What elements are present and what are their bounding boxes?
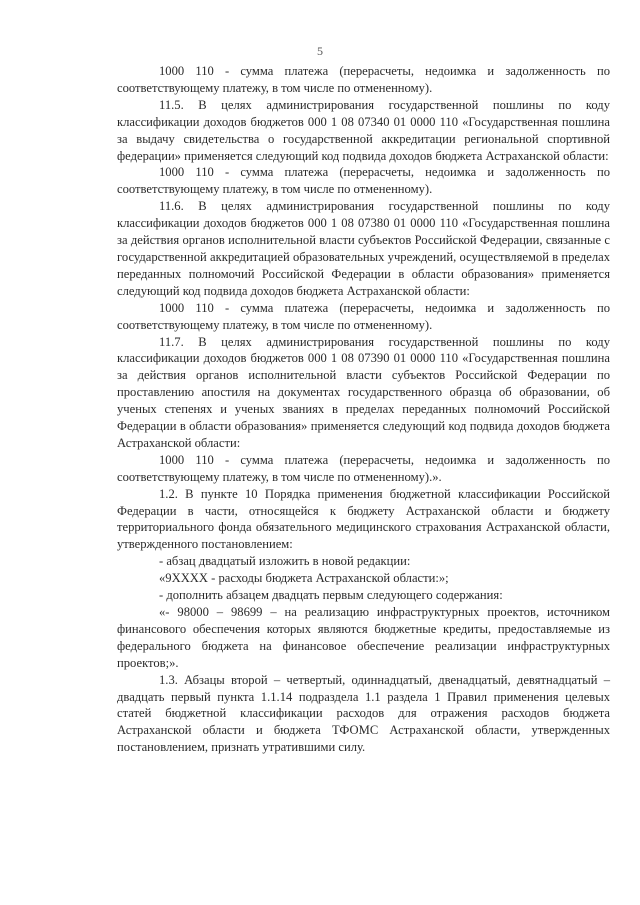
paragraph-code-1000: 1000 110 - сумма платежа (перерасчеты, недоимка и задолженность по соответствующему платежу, в том числе по отмененному). [117,300,610,332]
paragraph-1: 1000 110 - сумма платежа (перерасчеты, недоимка и задолженность по соответствующему платежу, в том числе по отмененному). [117,64,610,95]
document-body [117,63,610,756]
paragraph-code-1000: 1000 110 - сумма платежа (перерасчеты, недоимка и задолженность по соответствующему платежу, в том числе по отмененному). [117,165,610,197]
paragraph-abzac-20: - абзац двадцатый изложить в новой редакции: [159,554,411,569]
paragraph-11-5: 11.5. В целях администрирования государственной пошлины по коду классификации доходов бюджетов 000 1 08 07340 01 0000 110 «Государственная пошлина за выдачу свидетельства о государственной аккредитации региональной спортивной федерации» применяется следующий код подвида доходов бюджета Астраханской области: [117,97,610,163]
paragraph-dopolnit: - дополнить абзацем двадцать первым следующего содержания: [159,588,503,603]
paragraph-9xxxx: «9XXXX - расходы бюджета Астраханской области:»; [159,571,449,586]
page-number: 5 [317,44,323,58]
paragraph-98000: «- 98000 – 98699 – на реализацию инфраструктурных проектов, источником финансового обеспечения которых являются бюджетные кредиты, предоставляемые из федерального бюджета на финансовое обеспечение реализации инфраструктурных проектов;». [117,605,610,670]
paragraph-11-6: 11.6. В целях администрирования государственной пошлины по коду классификации доходов бюджетов 000 1 08 07380 01 0000 110 «Государственная пошлина за действия органов исполнительной власти субъектов Российской Федерации, связанные с государственной аккредитацией образовательных учреждений, осуществляемой в пределах переданных полномочий Российской Федерации в области образования» применяется следующий код подвида доходов бюджета Астраханской области: [117,199,610,298]
paragraph-1-3: 1.3. Абзацы второй – четвертый, одиннадцатый, двенадцатый, девятнадцатый – двадцать первый пункта 1.1.14 подраздела 1.1 раздела 1 Правил применения целевых статей бюджетной классификации расходов для отражения расходов бюджета Астраханской области и бюджета ТФОМС Астраханской области, утвержденных постановлением, признать утратившими силу. [117,672,610,755]
paragraph-code-1000: 1000 110 - сумма платежа (перерасчеты, недоимка и задолженность по соответствующему платежу, в том числе по отмененному).». [117,452,610,484]
paragraph-1-2: 1.2. В пункте 10 Порядка применения бюджетной классификации Российской Федерации в части, относящейся к бюджету Астраханской области и бюджету территориального фонда обязательного медицинского страхования Астраханской области, утвержденного постановлением: [117,486,610,552]
paragraph-11-7: 11.7. В целях администрирования государственной пошлины по коду классификации доходов бюджетов 000 1 08 07390 01 0000 110 «Государственная пошлина за действия органов исполнительной власти субъектов Российской Федерации по проставлению апостиля на документах государственного образца об образовании, об ученых степенях и ученых званиях в пределах переданных полномочий Российской Федерации в области образования» применяется следующий код подвида доходов бюджета Астраханской области: [117,334,610,450]
